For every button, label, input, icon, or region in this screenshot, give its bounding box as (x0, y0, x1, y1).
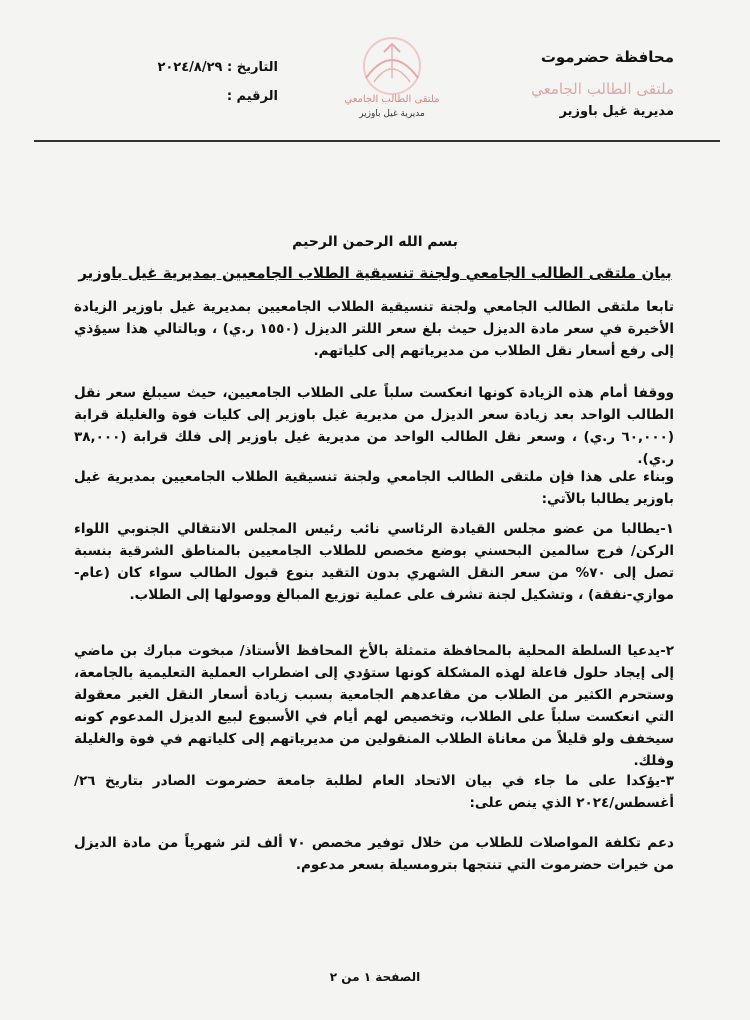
demand-item: ٢-يدعيا السلطة المحلية بالمحافظة متمثلة بالأخ المحافظ الأستاذ/ مبخوت مبارك بن ماضي إلى إيجاد حلول فاعلة لهذه المشكلة كونها ستؤدي إلى اضطراب العملية التعليمية بالجامعة، وستحرم الكثير من الطلاب من مقاعدهم الجامعية بسبب زيادة أسعار النقل الغير معقولة التي انعكست سلباً على الطلاب، وتخصيص لهم أيام في الأسبوع لبيع الديزل المدعوم كونه سيخفف ولو قليلاً من معاناة الطلاب المنقولين من مديرياتهم إلى كلياتهم في فوة والغليلة وفلك. (74, 643, 674, 769)
forum-logo (328, 34, 456, 119)
paragraph: وبناء على هذا فإن ملتقى الطالب الجامعي ولجنة تنسيقية الطلاب الجامعيين بمديرية غيل باوزير يطالبا بالآتي: (74, 469, 674, 507)
demand-item: ٣-يؤكدا على ما جاء في بيان الاتحاد العام لطلبة جامعة حضرموت الصادر بتاريخ ٢٦/أغسطس/٢٠٢٤ الذي ينص على: (74, 773, 674, 811)
date-label: التاريخ : (227, 60, 278, 75)
date-value: ٢٠٢٤/٨/٢٩ (157, 60, 223, 75)
statement-title: بيان ملتقى الطالب الجامعي ولجنة تنسيقية الطلاب الجامعيين بمديرية غيل باوزير (78, 264, 672, 282)
date-row (118, 60, 278, 75)
paragraph: دعم تكلفة المواصلات للطلاب من خلال توفير مخصص ٧٠ ألف لتر شهرياً من مادة الديزل من خيرات حضرموت التي تنتجها بترومسيلة بسعر مدعوم. (74, 835, 674, 873)
reference-label: الرقيم : (226, 89, 278, 104)
header-divider (34, 140, 720, 142)
page-number: الصفحة ١ من ٢ (329, 970, 421, 984)
basmala: بسم الله الرحمن الرحيم (292, 234, 458, 250)
forum-logo-icon (344, 34, 440, 96)
forum-name: ملتقى الطالب الجامعي (531, 80, 674, 98)
letterhead-right (484, 48, 674, 119)
letterhead-left (118, 60, 278, 118)
paragraph: ووقفا أمام هذه الزيادة كونها انعكست سلباً على الطلاب الجامعيين، حيث سيبلغ سعر نقل الطالب الواحد بعد زيادة سعر الديزل من مديرية غيل باوزير إلى كليات فوة والغليلة قرابة (٦٠,٠٠٠ ر.ي) ، وسعر نقل الطالب الواحد من مديرية غيل باوزير إلى فلك قرابة (٣٨,٠٠٠ ر.ي). (74, 385, 674, 467)
paragraph: تابعا ملتقى الطالب الجامعي ولجنة تنسيقية الطلاب الجامعيين بمديرية غيل باوزير الزيادة الأخيرة في سعر مادة الديزل حيث بلغ سعر اللتر الديزل (١٥٥٠ ر.ي) ، وبالتالي هذا سيؤذي إلى رفع أسعار نقل الطلاب من مديرياتهم إلى كلياتهم. (74, 299, 674, 359)
governorate-name: محافظة حضرموت (540, 48, 674, 66)
logo-subtitle: مديرية غيل باوزير (359, 109, 425, 119)
logo-name: ملتقى الطالب الجامعي (344, 94, 440, 105)
demand-item: ١-يطالبا من عضو مجلس القيادة الرئاسي نائب رئيس المجلس الانتقالي الجنوبي اللواء الركن/ فرج سالمين البحسني بوضع مخصص للطلاب الجامعيين بالمناطق الشرقية بنسبة تصل إلى ٧٠% من سعر النقل الشهري بدون التقيد بنوع قبول الطالب سواء كان (عام-موازي-نفقة) ، وتشكيل لجنة تشرف على عملية توزيع المبالغ ووصولها إلى الطلاب. (74, 521, 674, 603)
reference-row (118, 89, 278, 104)
directorate-name: مديرية غيل باوزير (559, 104, 674, 119)
